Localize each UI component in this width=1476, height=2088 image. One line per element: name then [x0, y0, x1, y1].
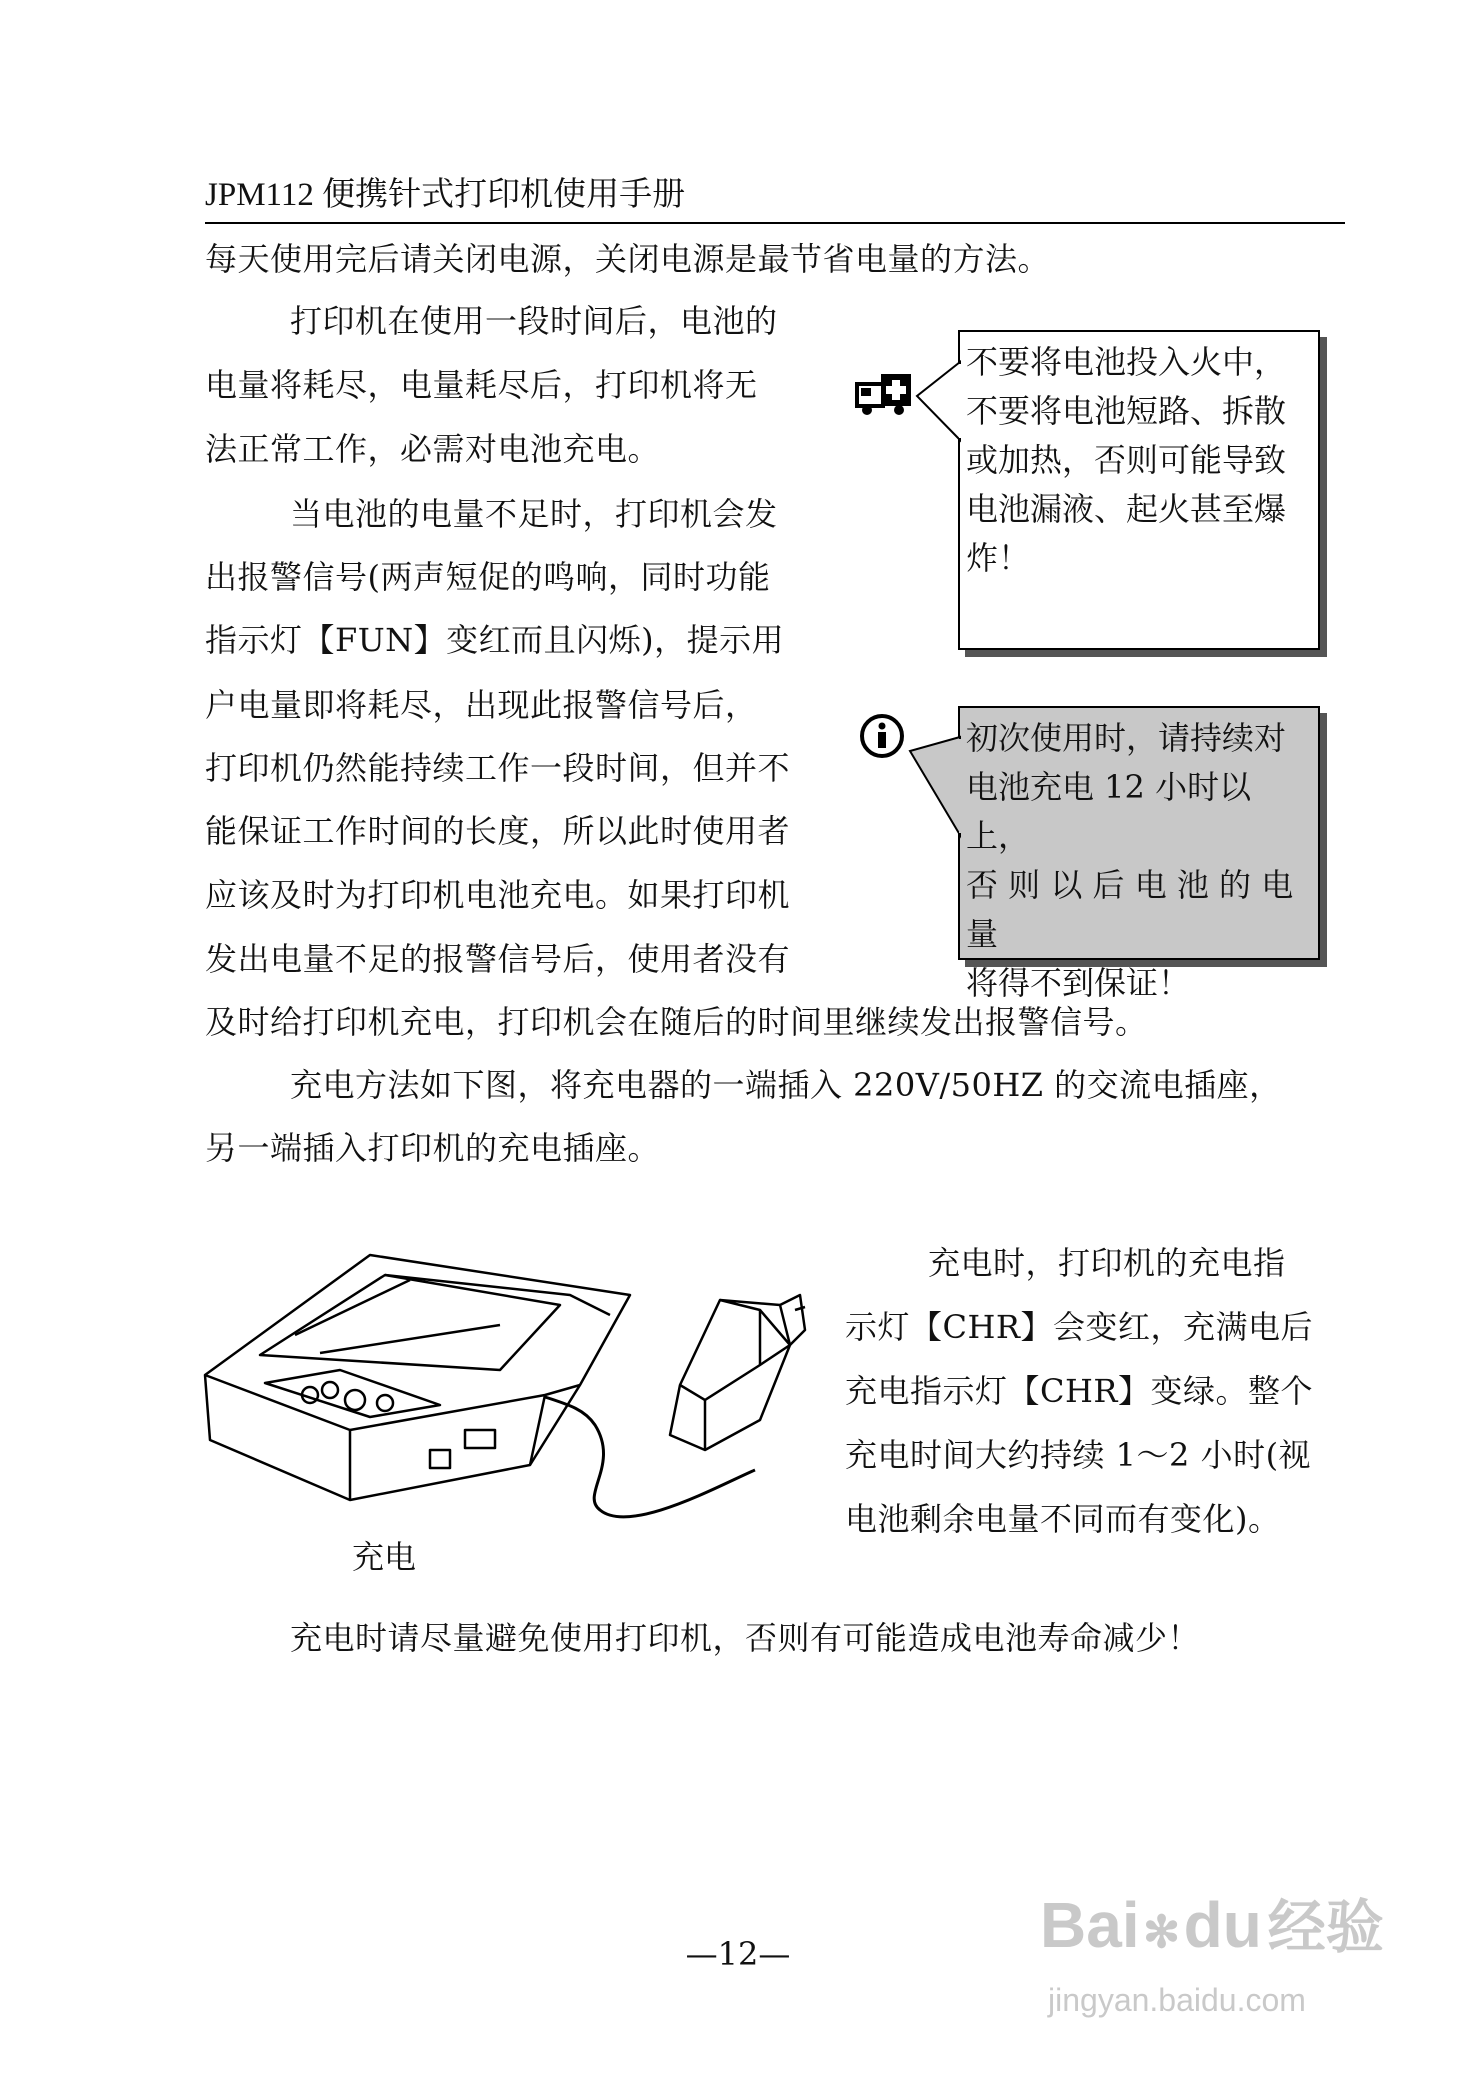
paragraph-4-line: 充电时，打印机的充电指: [928, 1244, 1286, 1282]
warning-line: 或加热，否则可能导致: [966, 441, 1287, 479]
baidu-jingyan-watermark: [1040, 1880, 1384, 1964]
info-callout-pointer: [908, 735, 962, 845]
warning-line: 不要将电池投入火中，: [966, 343, 1287, 381]
paragraph-2-line: 发出电量不足的报警信号后，使用者没有: [205, 940, 791, 978]
ambulance-icon: [855, 370, 915, 418]
watermark-cn: 经验: [1267, 1895, 1384, 1960]
warning-line: 炸！: [966, 539, 1031, 577]
paragraph-1-line: 法正常工作，必需对电池充电。: [205, 430, 661, 468]
paragraph-5: 充电时请尽量避免使用打印机，否则有可能造成电池寿命减少！: [290, 1619, 1201, 1657]
page-number: —12—: [685, 1935, 791, 1973]
paragraph-2-line: 户电量即将耗尽，出现此报警信号后，: [205, 686, 758, 724]
warning-line: 不要将电池短路、拆散: [966, 392, 1287, 430]
paragraph-3-line: 充电方法如下图，将充电器的一端插入 220V/50HZ 的交流电插座，: [290, 1066, 1282, 1104]
paragraph-2-line: 打印机仍然能持续工作一段时间，但并不: [205, 749, 791, 787]
manual-header-title: JPM112 便携针式打印机使用手册: [205, 177, 686, 213]
paragraph-2-line: 出报警信号(两声短促的鸣响，同时功能: [205, 558, 771, 596]
watermark-brand-2: du: [1183, 1889, 1262, 1961]
charging-illustration: [200, 1235, 810, 1535]
paragraph-2-line: 应该及时为打印机电池充电。如果打印机: [205, 876, 791, 914]
paragraph-1-line: 电量将耗尽，电量耗尽后，打印机将无: [205, 366, 758, 404]
watermark-brand: Bai: [1040, 1889, 1140, 1961]
info-line: 电池充电 12 小时以上，: [966, 768, 1252, 855]
paragraph-2-line: 当电池的电量不足时，打印机会发: [290, 495, 778, 533]
paragraph-4-line: 充电时间大约持续 1～2 小时(视: [845, 1436, 1312, 1474]
paragraph-3-line: 另一端插入打印机的充电插座。: [205, 1129, 661, 1167]
paragraph-2-line: 指示灯【FUN】变红而且闪烁)，提示用: [205, 621, 785, 659]
header-rule: [205, 222, 1345, 224]
warning-line: 电池漏液、起火甚至爆: [966, 490, 1287, 528]
info-icon: [858, 712, 906, 760]
paragraph-4-line: 充电指示灯【CHR】变绿。整个: [845, 1372, 1313, 1410]
paragraph-4-line: 电池剩余电量不同而有变化)。: [845, 1500, 1281, 1538]
paragraph-4-line: 示灯【CHR】会变红，充满电后: [845, 1308, 1313, 1346]
info-line: 否 则 以 后 电 池 的 电 量: [966, 866, 1294, 953]
info-callout-box: [958, 706, 1320, 1002]
info-line: 将得不到保证！: [966, 964, 1191, 1002]
paragraph-1-line: 打印机在使用一段时间后，电池的: [290, 302, 778, 340]
paw-icon: ✻: [1143, 1908, 1181, 1957]
paragraph-2-line: 及时给打印机充电，打印机会在随后的时间里继续发出报警信号。: [205, 1003, 1148, 1041]
watermark-url: jingyan.baidu.com: [1048, 1982, 1306, 2018]
figure-caption: 充电: [352, 1538, 417, 1576]
warning-callout-pointer: [915, 360, 963, 460]
warning-callout-box: [958, 330, 1320, 650]
paragraph-2-line: 能保证工作时间的长度，所以此时使用者: [205, 812, 791, 850]
info-line: 初次使用时，请持续对: [966, 719, 1287, 757]
paragraph-power-off: 每天使用完后请关闭电源，关闭电源是最节省电量的方法。: [205, 240, 1051, 278]
